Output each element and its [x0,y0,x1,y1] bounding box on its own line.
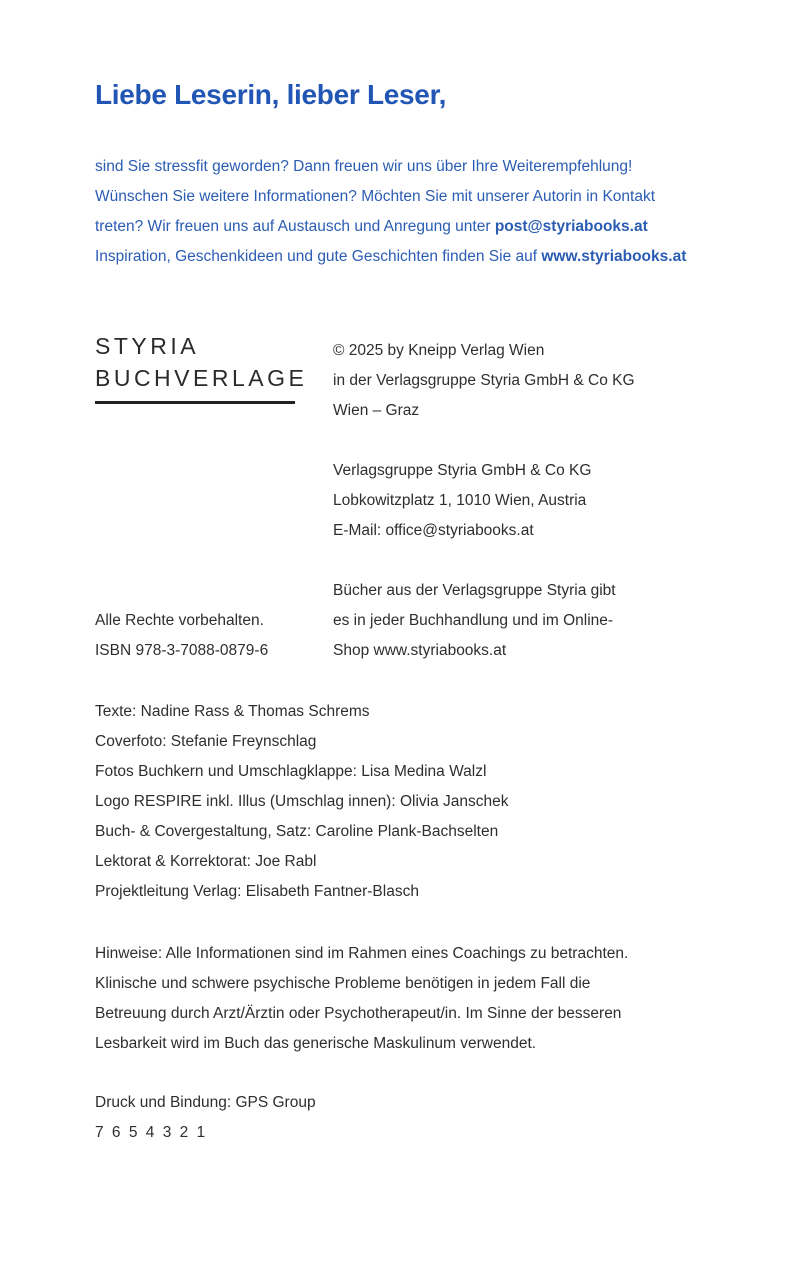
credit-line: Lektorat & Korrektorat: Joe Rabl [95,853,317,870]
reader-letter-line: Wünschen Sie weitere Informationen? Möchten Sie mit unserer Autorin in Kontakt [95,188,656,205]
copyright-block [333,336,635,426]
isbn-line: ISBN 978-3-7088-0879-6 [95,642,269,659]
logo-text-buchverlage: BUCHVERLAGE [95,365,308,391]
reader-letter-line: treten? Wir freuen uns auf Austausch und Anregung unter post@styriabooks.at [95,218,648,235]
availability-line: Shop www.styriabooks.at [333,642,507,659]
disclaimer-line: Betreuung durch Arzt/Ärztin oder Psychotherapeut/in. Im Sinne der besseren [95,1005,622,1022]
copyright-line: © 2025 by Kneipp Verlag Wien [333,342,545,359]
disclaimer-line: Klinische und schwere psychische Probleme benötigen in jedem Fall die [95,975,591,992]
disclaimer-block [95,939,628,1059]
logo-underline [95,401,295,404]
availability-block [333,576,616,666]
publisher-line: Lobkowitzplatz 1, 1010 Wien, Austria [333,492,587,509]
website-link[interactable]: www.styriabooks.at [541,248,687,265]
print-run-numbers: 7 6 5 4 3 2 1 [95,1124,208,1141]
credit-line: Logo RESPIRE inkl. Illus (Umschlag innen): Olivia Janschek [95,793,509,810]
reader-letter-line: Inspiration, Geschenkideen und gute Geschichten finden Sie auf www.styriabooks.at [95,248,687,265]
reader-letter [95,152,686,272]
publisher-line: E-Mail: office@styriabooks.at [333,522,534,539]
logo-text-styria: STYRIA [95,333,200,359]
availability-line: es in jeder Buchhandlung und im Online- [333,612,614,629]
page-title: Liebe Leserin, lieber Leser, [95,79,447,110]
print-binding-line: Druck und Bindung: GPS Group [95,1094,316,1111]
credit-line: Texte: Nadine Rass & Thomas Schrems [95,703,370,720]
rights-line: Alle Rechte vorbehalten. [95,612,264,629]
styria-buchverlage-logo [95,330,307,404]
rights-isbn-block [95,606,268,666]
disclaimer-line: Hinweise: Alle Informationen sind im Rahmen eines Coachings zu betrachten. [95,945,629,962]
credit-line: Fotos Buchkern und Umschlagklappe: Lisa Medina Walzl [95,763,487,780]
copyright-line: in der Verlagsgruppe Styria GmbH & Co KG [333,372,635,389]
publisher-line: Verlagsgruppe Styria GmbH & Co KG [333,462,592,479]
copyright-line: Wien – Graz [333,402,420,419]
credit-line: Projektleitung Verlag: Elisabeth Fantner-Blasch [95,883,419,900]
credits-block [95,697,509,907]
availability-line: Bücher aus der Verlagsgruppe Styria gibt [333,582,616,599]
publisher-address-block [333,456,591,546]
reader-letter-line: sind Sie stressfit geworden? Dann freuen wir uns über Ihre Weiterempfehlung! [95,158,633,175]
print-binding-block [95,1088,316,1148]
disclaimer-line: Lesbarkeit wird im Buch das generische Maskulinum verwendet. [95,1035,537,1052]
credit-line: Coverfoto: Stefanie Freynschlag [95,733,317,750]
email-link[interactable]: post@styriabooks.at [494,218,648,235]
credit-line: Buch- & Covergestaltung, Satz: Caroline Plank-Bachselten [95,823,499,840]
